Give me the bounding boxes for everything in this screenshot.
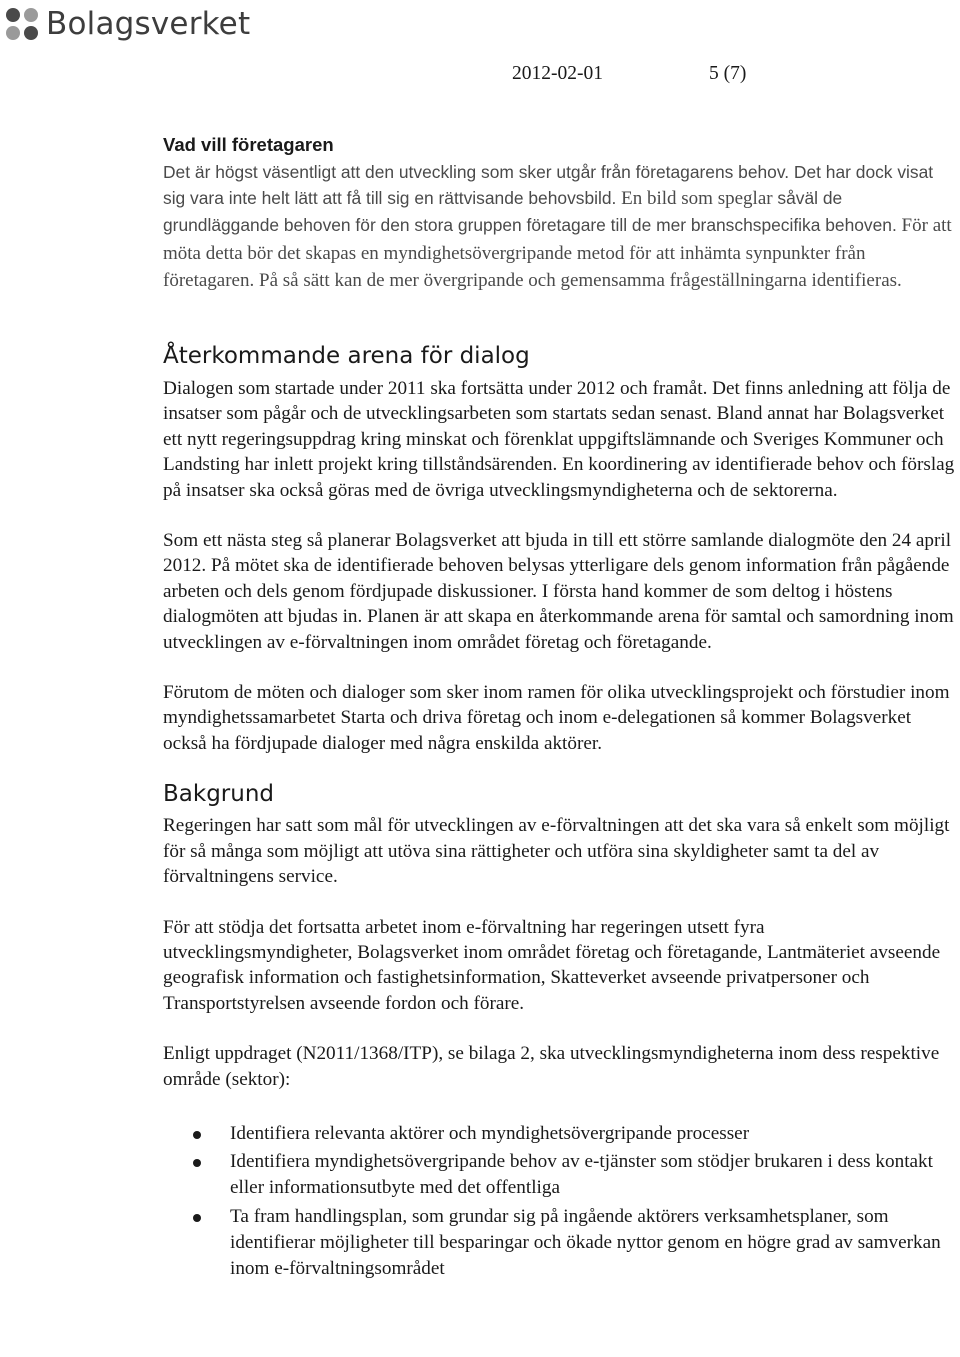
paragraph-vad-vill-part-1: Det är högst väsentligt att den utveckling som sker utgår från företagarens behov. Det har dock visat sig vara inte helt lätt att få till sig en rättvisande behovsbild. — [163, 162, 934, 209]
paragraph-vad-vill-part-2: En bild som speglar — [616, 188, 773, 210]
paragraph-vad-vill-part-5: På så sätt kan de mer övergripande och gemensamma frågeställningarna identifieras. — [254, 269, 902, 291]
paragraph-bakgrund-1: Regeringen har satt som mål för utvecklingen av e-förvaltningen att det ska vara så enkelt som möjligt för så många som möjligt att utöva sina rättigheter och utföra sina skyldigheter samt ta del av förvaltningens service. — [163, 815, 950, 888]
paragraph-aterkommande-2: Som ett nästa steg så planerar Bolagsverket att bjuda in till ett större samlande dialogmöte den 24 april 2012. På mötet ska de identifierade behoven belysas ytterligare dels genom information från pågående arbeten och dels genom fördjupade diskussioner. I första hand kommer de som deltog i höstens dialogmöten att bjudas in. Planen är att skapa en återkommande arena för samtal och samordning inom utvecklingen av e-förvaltningen inom området företag och företagande. — [163, 530, 954, 653]
list-item — [163, 1121, 958, 1147]
paragraph-vad-vill — [163, 159, 958, 294]
list-item-text: Ta fram handlingsplan, som grundar sig på ingående aktörers verksamhetsplaner, som identifierar möjligheter till besparingar och ökade nyttor genom en högre grad av samverkan inom e-förvaltningsområdet — [230, 1205, 941, 1279]
paragraph-vad-vill-part-4: För att möta detta bör det skapas en myndighetsövergripande metod för att inhämta synpunkter från företagaren. — [163, 215, 952, 291]
logo-text: Bolagsverket — [46, 6, 251, 42]
bullet-icon — [193, 1159, 201, 1167]
heading-aterkommande-arena: Återkommande arena för dialog — [163, 343, 530, 370]
list-item-text: Identifiera myndighetsövergripande behov av e-tjänster som stödjer brukaren i dess kontakt eller informationsutbyte med det offentliga — [230, 1151, 933, 1199]
heading-bakgrund: Bakgrund — [163, 781, 275, 808]
document-date: 2012-02-01 — [512, 63, 603, 84]
paragraph-bakgrund-3: Enligt uppdraget (N2011/1368/ITP), se bilaga 2, ska utvecklingsmyndigheterna inom dess respektive område (sektor): — [163, 1043, 940, 1090]
paragraph-aterkommande-1: Dialogen som startade under 2011 ska fortsätta under 2012 och framåt. Det finns anledning att följa de insatser som pågår och de utvecklingsarbeten som startats sedan senast. Bland annat har Bolagsverket ett nytt regeringsuppdrag kring minskat och förenklat uppgiftslämnande och Sveriges Kommuner och Landsting har inlett projekt kring tillståndsärenden. En koordinering av identifierade behov och förslag på insatser ska också göras med de övriga utvecklingsmyndigheterna och de sektorerna. — [163, 378, 955, 501]
bolagsverket-logo — [4, 4, 250, 44]
document-body — [163, 132, 958, 1284]
task-list — [163, 1121, 958, 1282]
paragraph-vad-vill-part-3: såväl de grundläggande behoven för den stora gruppen företagare till de mer branschspecifika behoven. — [163, 188, 897, 236]
list-item — [163, 1149, 958, 1201]
page-number: 5 (7) — [709, 63, 747, 84]
heading-vad-vill-foretagaren: Vad vill företagaren — [163, 134, 334, 155]
list-item — [163, 1204, 958, 1283]
list-item-text: Identifiera relevanta aktörer och myndighetsövergripande processer — [230, 1122, 750, 1144]
paragraph-aterkommande-3: Förutom de möten och dialoger som sker inom ramen för olika utvecklingsprojekt och förstudier inom myndighetssamarbetet Starta och driva företag och inom e-delegationen så kommer Bolagsverket också ha fördjupade dialoger med några enskilda aktörer. — [163, 682, 950, 754]
bullet-icon — [193, 1214, 201, 1222]
bolagsverket-logo-icon — [4, 6, 40, 42]
bullet-icon — [193, 1131, 201, 1139]
paragraph-bakgrund-2: För att stödja det fortsatta arbetet inom e-förvaltning har regeringen utsett fyra utvecklingsmyndigheter, Bolagsverket inom området företag och företagande, Lantmäteriet avseende geografisk information och fastighetsinformation, Skatteverket avseende privatpersoner och Transportstyrelsen avseende fordon och förare. — [163, 916, 941, 1014]
